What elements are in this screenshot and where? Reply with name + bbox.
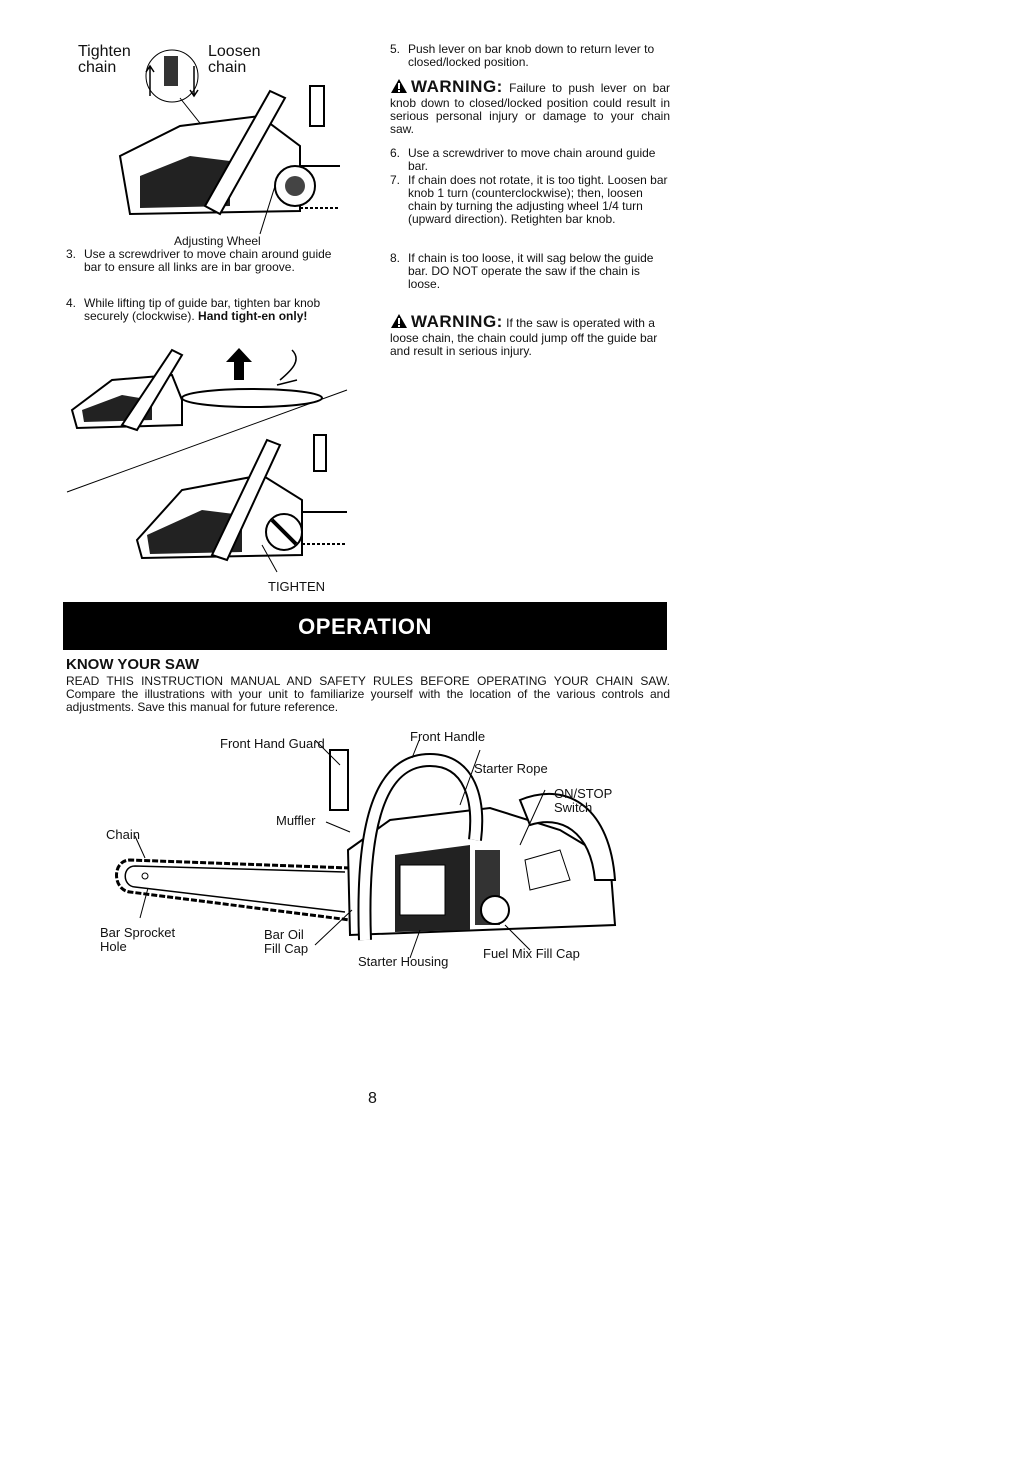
step-4-number: 4. [66, 296, 77, 310]
step-6-text: Use a screwdriver to move chain around guide bar. [408, 146, 656, 173]
step-3-number: 3. [66, 247, 77, 261]
step-6 [390, 147, 670, 173]
step-7 [390, 174, 670, 226]
label-fuel-mix-fill-cap: Fuel Mix Fill Cap [483, 946, 580, 961]
warning-triangle-icon [390, 313, 408, 332]
label-starter-housing: Starter Housing [358, 954, 449, 969]
warning-1-text: Failure to push lever on bar knob down to closed/locked position could result in serious personal injury or damage to your chain saw. [390, 81, 670, 136]
page-number: 8 [368, 1090, 377, 1107]
label-front-hand-guard: Front Hand Guard [220, 736, 325, 751]
step-8 [390, 252, 670, 291]
warning-2-heading: WARNING: [411, 312, 503, 331]
label-bar-sprocket-hole: Bar Sprocket Hole [100, 925, 176, 954]
step-4-text: While lifting tip of guide bar, tighten bar knob securely (clockwise). [84, 296, 321, 323]
warning-1-heading: WARNING: [411, 77, 503, 96]
step-3-text: Use a screwdriver to move chain around guide bar to ensure all links are in bar groove. [84, 247, 332, 274]
step-4-bold-text: Hand tight-en only! [198, 309, 308, 323]
label-starter-rope: Starter Rope [474, 761, 548, 776]
label-bar-oil-fill-cap: Bar Oil Fill Cap [264, 927, 309, 956]
loosen-chain-label: Loosen chain [208, 43, 261, 76]
tighten-illustration [62, 340, 352, 580]
warning-1 [390, 78, 670, 136]
tighten-caption: TIGHTEN [268, 579, 326, 594]
know-your-saw-text: READ THIS INSTRUCTION MANUAL AND SAFETY RULES BEFORE OPERATING YOUR CHAIN SAW. Compare the illustrations with your unit to familiarize yourself with the location of the various controls and adjustments. Save this manual for future reference. [66, 674, 670, 714]
step-4 [66, 297, 351, 323]
operation-banner [63, 602, 667, 650]
tighten-chain-label: Tighten chain [78, 43, 131, 76]
label-on-stop-switch: ON/STOP Switch [554, 786, 613, 815]
step-7-number: 7. [390, 173, 401, 187]
step-3 [66, 248, 351, 274]
warning-2 [390, 313, 670, 358]
step-5-number: 5. [390, 42, 401, 56]
warning-2-text: If the saw is operated with a loose chain, the chain could jump off the guide bar and result in serious injury. [390, 316, 658, 358]
step-5 [390, 43, 670, 69]
label-muffler: Muffler [276, 813, 316, 828]
step-5-text: Push lever on bar knob down to return lever to closed/locked position. [408, 42, 655, 69]
step-8-text: If chain is too loose, it will sag below the guide bar. DO NOT operate the saw if the chain is loose. [408, 251, 654, 291]
label-front-handle: Front Handle [410, 729, 486, 744]
operation-title: OPERATION [298, 614, 432, 639]
chain-adjust-illustration [110, 36, 350, 236]
label-chain: Chain [106, 827, 140, 842]
adjusting-wheel-label: Adjusting Wheel [174, 234, 261, 248]
warning-triangle-icon [390, 78, 408, 97]
step-8-number: 8. [390, 251, 401, 265]
step-7-text: If chain does not rotate, it is too tight. Loosen bar knob 1 turn (counterclockwise); then, loosen chain by turning the adjusting wheel 1/4 turn (upward direction). Retighten bar knob. [408, 173, 668, 226]
step-6-number: 6. [390, 146, 401, 160]
know-your-saw-heading: KNOW YOUR SAW [66, 656, 200, 673]
